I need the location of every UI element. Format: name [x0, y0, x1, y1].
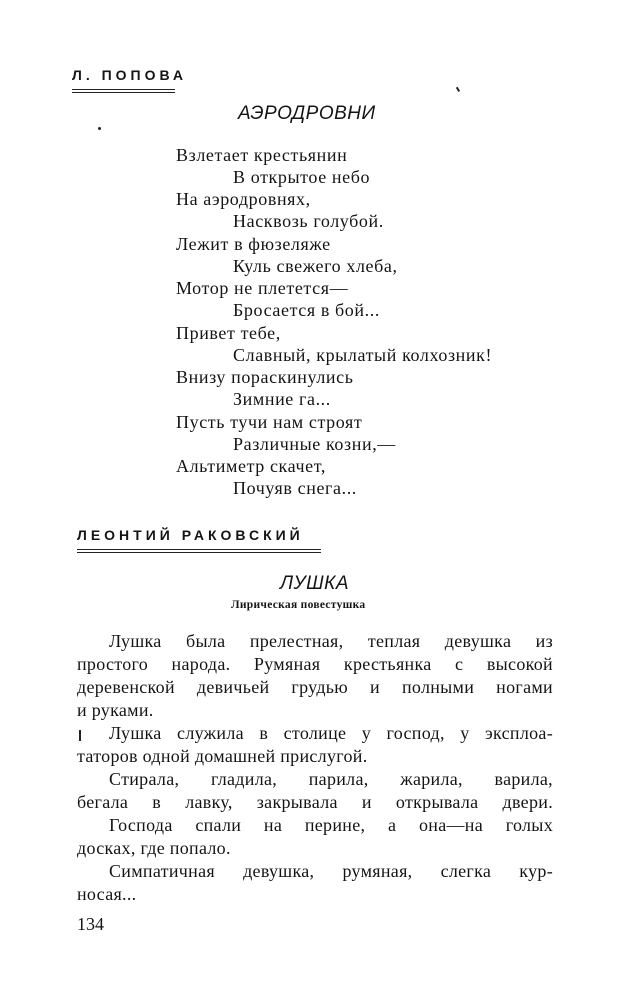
page-number: 134 [77, 914, 104, 934]
prose-line: Господа спали на перине, а она—на голых [109, 815, 553, 835]
poem-line: Бросается в бой... [233, 300, 380, 320]
poem-line: Лежит в фюзеляже [176, 234, 331, 254]
poem-line: Пусть тучи нам строят [176, 412, 363, 432]
prose-line: простого народа. Румяная крестьянка с высокой [77, 654, 553, 674]
prose-line: Стирала, гладила, парила, жарила, варила, [109, 769, 553, 789]
story-subtitle: Лирическая повестушка [231, 599, 366, 611]
story-title: ЛУШКА [280, 573, 350, 594]
prose-line: и руками. [77, 700, 154, 720]
prose-line: деревенской девичьей грудью и полными ногами [77, 677, 553, 697]
prose-line: Симпатичная девушка, румяная, слегка кур- [109, 861, 553, 881]
author-underline [77, 549, 321, 553]
poem-line: Зимние га... [233, 389, 331, 409]
prose-line: носая... [77, 884, 137, 904]
poem-title: АЭРОДРОВНИ [238, 103, 376, 124]
print-speck [98, 127, 101, 130]
author-name: ЛЕОНТИЙ РАКОВСКИЙ [77, 527, 304, 543]
prose-line: бегала в лавку, закрывала и открывала двери. [77, 792, 553, 812]
poem-line: Насквозь голубой. [233, 211, 384, 231]
poem-line: Взлетает крестьянин [176, 145, 348, 165]
poem-line: Привет тебе, [176, 323, 281, 343]
prose-line: досках, где попало. [77, 838, 231, 858]
poem-line: На аэродровнях, [176, 189, 311, 209]
poem-line: Различные козни,— [233, 434, 396, 454]
poem-line: Куль свежего хлеба, [233, 256, 398, 276]
poem-line: В открытое небо [233, 167, 371, 187]
prose-line: Лушка была прелестная, теплая девушка из [109, 631, 553, 651]
poem-line: Мотор не плетется— [176, 278, 349, 298]
poem-line: Почуяв снега... [233, 478, 357, 498]
poem-line: Внизу пораскинулись [176, 367, 354, 387]
poem-line: Альтиметр скачет, [176, 456, 326, 476]
poem-line: Славный, крылатый колхозник! [233, 345, 493, 365]
author-name: Л. ПОПОВА [72, 67, 188, 83]
prose-line: таторов одной домашней прислугой. [77, 746, 368, 766]
author-underline [72, 89, 175, 93]
prose-line: Лушка служила в столице у господ, у эксплоа- [109, 723, 553, 743]
print-speck [456, 87, 460, 92]
